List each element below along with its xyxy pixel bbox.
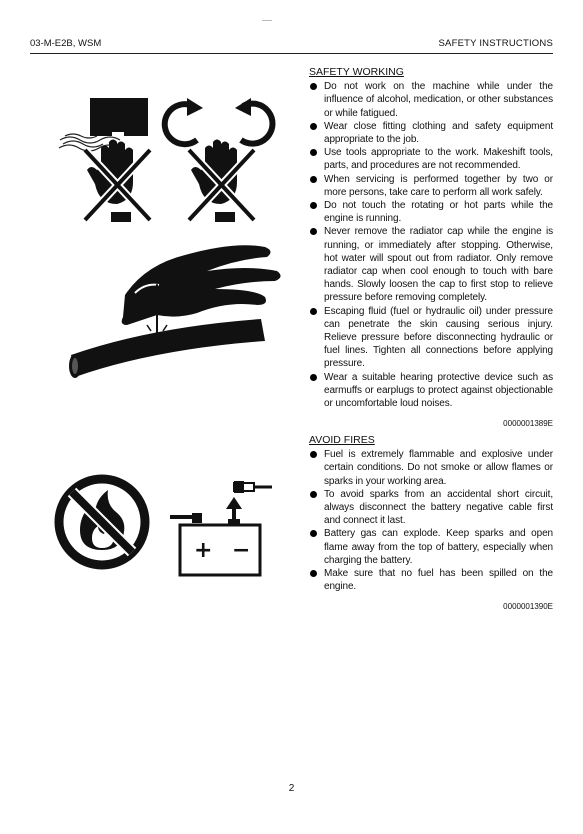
- rotating-parts-warning-icon: [55, 92, 285, 222]
- page-number: 2: [288, 783, 295, 794]
- header-rule: [30, 53, 553, 54]
- top-mark: [262, 20, 272, 21]
- list-item: Escaping fluid (fuel or hydraulic oil) under pressure can penetrate the skin causing serious injury. Relieve pressure before disconnecting hydraulic or fuel lines. Tighten all connections before applying pressure.: [309, 305, 553, 371]
- avoid-fires-title: AVOID FIRES: [309, 434, 375, 446]
- no-fire-icon: [52, 472, 152, 572]
- list-item: Wear close fitting clothing and safety equipment appropriate to the job.: [309, 120, 553, 146]
- list-item: Wear a suitable hearing protective device such as earmuffs or earplugs to protect against objectionable or uncomfortable loud noises.: [309, 371, 553, 411]
- safety-working-list: [309, 80, 553, 410]
- safety-working-code: 0000001389E: [503, 419, 553, 429]
- doc-code: 03-M-E2B, WSM: [30, 38, 102, 49]
- list-item: To avoid sparks from an accidental short circuit, always disconnect the battery negative cable first and connect it last.: [309, 488, 553, 528]
- avoid-fires-code: 0000001390E: [503, 602, 553, 612]
- list-item: Use tools appropriate to the work. Makeshift tools, parts, and procedures are not recommended.: [309, 146, 553, 172]
- list-item: When servicing is performed together by two or more persons, take care to perform all work safely.: [309, 173, 553, 199]
- list-item: Do not touch the rotating or hot parts while the engine is running.: [309, 199, 553, 225]
- safety-working-title: SAFETY WORKING: [309, 66, 404, 78]
- battery-plus: +: [194, 538, 213, 563]
- list-item: Battery gas can explode. Keep sparks and open flame away from the top of battery, especially when charging the battery.: [309, 527, 553, 567]
- section-title: SAFETY INSTRUCTIONS: [438, 38, 553, 49]
- list-item: Never remove the radiator cap while the engine is running, or immediately after stopping. Otherwise, hot water will spout out from radiator. Only remove radiator cap when cool enough to touch with bare hands. Slowly loosen the cap to first stop to relieve pressure before removing completely.: [309, 225, 553, 304]
- battery-spark-icon: [160, 475, 280, 580]
- list-item: Make sure that no fuel has been spilled on the engine.: [309, 567, 553, 593]
- list-item: Fuel is extremely flammable and explosive under certain conditions. Do not smoke or allow flames or sparks in your working area.: [309, 448, 553, 488]
- list-item: Do not work on the machine while under the influence of alcohol, medication, or other substances or while fatigued.: [309, 80, 553, 120]
- safety-working-section: [309, 66, 553, 430]
- battery-minus: −: [232, 538, 251, 563]
- hydraulic-leak-warning-icon: [65, 235, 285, 380]
- avoid-fires-list: [309, 448, 553, 593]
- avoid-fires-section: [309, 434, 553, 614]
